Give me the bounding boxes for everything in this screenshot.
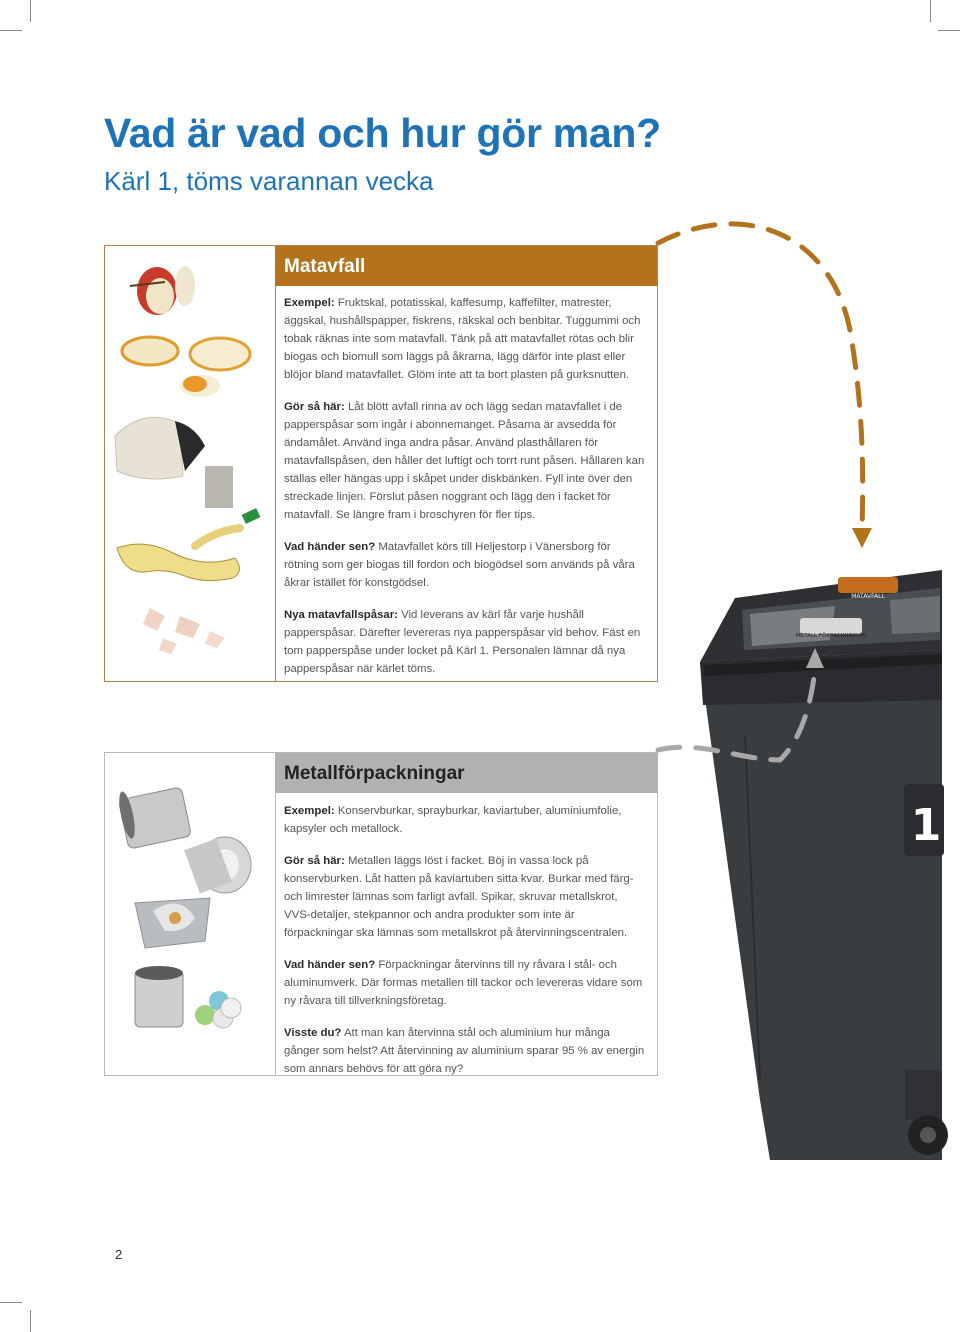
metall-exempel — [284, 802, 645, 838]
food-label-plate — [838, 577, 898, 593]
open-can-image — [184, 837, 251, 893]
gor-text: Låt blött avfall rinna av och lägg sedan matavfallet i de papperspåsar som ingår i abonnemanget. Påsarna är avsedda för ändamålet. Använd inga andra påsar. Använd plasthållaren för matavfallspåsen, den håller det luftigt och torrt runt påsen. Hållaren kan ställas eller hängas upp i skåpet under diskbänken. Fyll inte över den streckade linjen. Förslut påsen noggrant och lägg den i facket för matavfall. Se längre fram i broschyren för fler tips. — [284, 401, 645, 521]
vad-text: Matavfallet körs till Heljestorp i Vänersborg för rötning som ger biogas till fordon och biogödsel som används på våra åkrar istället för konstgödsel. — [284, 541, 635, 589]
nya-text: Vid leverans av kärl får varje hushåll papperspåsar. Därefter levereras nya papperspåsar vid behov. Fäst en tom papperspåse under locket på Kärl 1. Personalen lämnar då nya papperspåsar när kärlet töms. — [284, 609, 641, 675]
paper-bag-image — [115, 417, 260, 524]
exempel-label: Exempel: — [284, 297, 335, 309]
metall-gor — [284, 852, 645, 942]
vad-text: Förpackningar återvinns till ny råvara i stål- och aluminumverk. Där formas metallen till tackor och levereras vidare som ny råvara till tillverkningsföretag. — [284, 959, 643, 1007]
matavfall-body — [284, 294, 645, 692]
metal-label-plate — [800, 618, 862, 634]
matavfall-images — [105, 246, 276, 681]
matavfall-nya — [284, 606, 645, 678]
matavfall-exempel — [284, 294, 645, 384]
page-title: Vad är vad och hur gör man? — [104, 110, 661, 156]
gor-text: Metallen läggs löst i facket. Böj in vassa lock på konservburken. Låt hatten på kaviartuben sitta kvar. Burkar med färg- och limrester lämnas som farligt avfall. Spikar, skruvar metallskrot, VVS-detaljer, stekpannor och andra produkter som inte är förpackningar ska lämnas som metallskrot på återvinningscentralen. — [284, 855, 634, 939]
vad-label: Vad händer sen? — [284, 959, 376, 971]
visste-label: Visste du? — [284, 1027, 342, 1039]
metall-visste — [284, 1024, 645, 1078]
foil-tray-image — [135, 898, 210, 948]
food-bin-label: MATAVFALL — [851, 593, 885, 600]
page-number: 2 — [115, 1247, 123, 1262]
metall-panel — [104, 752, 658, 1076]
metall-vad — [284, 956, 645, 1010]
metall-body — [284, 802, 645, 1092]
orange-peel-image — [122, 337, 250, 397]
metall-header: Metallförpackningar — [275, 753, 657, 793]
exempel-text: Fruktskal, potatisskal, kaffesump, kaffefilter, matrester, äggskal, hushållspapper, fiskrens, räkskal och benbitar. Tuggummi och tobak räknas inte som matavfall. Tänk på att matavfallet rötas och blir biogas och biomull som läggs på åkrarna, lägg därför inte plast eller blöjor bland matavfallet. Glöm inte att ta bort plasten på gurksnutten. — [284, 297, 641, 381]
exempel-label: Exempel: — [284, 805, 335, 817]
gor-label: Gör så här: — [284, 401, 345, 413]
can-with-caps-image — [135, 966, 241, 1028]
exempel-text: Konservburkar, sprayburkar, kaviartuber, aluminiumfolie, kapsyler och metallock. — [284, 805, 622, 835]
apple-core-image — [130, 266, 195, 315]
eggshell-image — [143, 608, 225, 654]
page-subtitle: Kärl 1, töms varannan vecka — [104, 166, 434, 196]
matavfall-vad — [284, 538, 645, 592]
matavfall-panel — [104, 245, 658, 682]
matavfall-header: Matavfall — [275, 246, 657, 286]
visste-text: Att man kan återvinna stål och aluminium hur många gånger som helst? Att återvinning av aluminium sparar 95 % av energin som annars behövs för att göra ny? — [284, 1027, 645, 1075]
gor-label: Gör så här: — [284, 855, 345, 867]
banana-peel-image — [117, 528, 240, 581]
metall-images — [105, 753, 276, 1075]
matavfall-gor — [284, 398, 645, 524]
bin-number: 1 — [910, 800, 942, 851]
tin-can-image — [116, 787, 191, 849]
nya-label: Nya matavfallspåsar: — [284, 609, 398, 621]
vad-label: Vad händer sen? — [284, 541, 376, 553]
metal-bin-label: METALL FÖRPACKNINGAR — [796, 633, 866, 639]
